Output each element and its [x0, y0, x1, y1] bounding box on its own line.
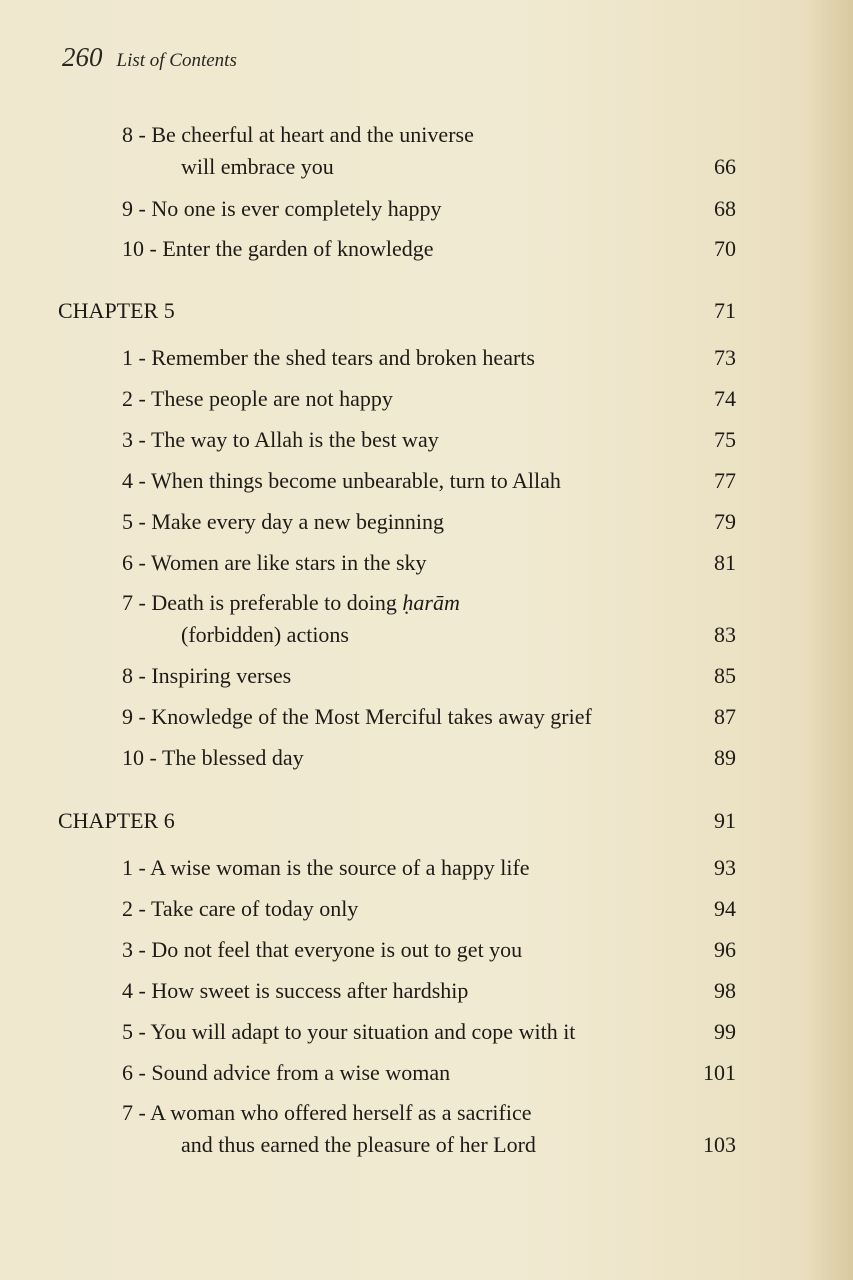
entry-title: Knowledge of the Most Merciful takes away grief [151, 704, 592, 729]
chapter-label: CHAPTER 6 [58, 808, 175, 833]
toc-entry: 1 - Remember the shed tears and broken hearts 73 [122, 342, 736, 374]
entry-number: 3 [122, 937, 133, 962]
entry-number: 10 [122, 745, 144, 770]
running-header [62, 42, 237, 73]
entry-number: 2 [122, 386, 133, 411]
page-number: 260 [62, 42, 103, 72]
entry-number: 1 [122, 855, 133, 880]
toc-entry: 6 - Sound advice from a wise woman 101 [122, 1057, 736, 1089]
toc-entry: 6 - Women are like stars in the sky 81 [122, 547, 736, 579]
entry-title: A wise woman is the source of a happy life [150, 855, 530, 880]
toc-entry: 5 - You will adapt to your situation and cope with it 99 [122, 1016, 736, 1048]
entry-number: 8 [122, 663, 133, 688]
toc-entry: 7 - Death is preferable to doing ḥarām (forbidden) actions 83 [122, 587, 736, 651]
entry-title: Enter the garden of knowledge [162, 236, 434, 261]
entry-number: 5 [122, 1019, 133, 1044]
entry-title: These people are not happy [150, 386, 393, 411]
entry-title: Be cheerful at heart and the universe [151, 122, 474, 147]
entry-title: Remember the shed tears and broken hearts [151, 345, 535, 370]
entry-page: 85 [714, 663, 736, 688]
toc-entry: 2 - These people are not happy 74 [122, 383, 736, 415]
entry-title: No one is ever completely happy [151, 196, 442, 221]
toc-entry: 10 - The blessed day 89 [122, 742, 736, 774]
entry-title: Death is preferable to doing [151, 590, 397, 615]
chapter-heading [58, 805, 736, 837]
toc-entry: 7 - A woman who offered herself as a sacrifice and thus earned the pleasure of her Lord 103 [122, 1097, 736, 1161]
entry-title: You will adapt to your situation and cope with it [150, 1019, 576, 1044]
entry-title: A woman who offered herself as a sacrifice [150, 1100, 532, 1125]
entry-title: Women are like stars in the sky [150, 550, 427, 575]
entry-page: 96 [714, 937, 736, 962]
entry-page: 101 [703, 1060, 736, 1085]
toc-entry: 8 - Inspiring verses 85 [122, 660, 736, 692]
entry-page: 70 [714, 236, 736, 261]
entry-page: 87 [714, 704, 736, 729]
entry-page: 74 [714, 386, 736, 411]
entry-number: 7 [122, 1100, 133, 1125]
toc-entry: 9 - No one is ever completely happy 68 [122, 193, 736, 225]
entry-page: 81 [714, 550, 736, 575]
entry-number: 9 [122, 704, 133, 729]
entry-italic-term: ḥarām [402, 590, 460, 615]
entry-title-continued: will embrace you [181, 154, 334, 179]
entry-number: 6 [122, 550, 133, 575]
chapter-label: CHAPTER 5 [58, 298, 175, 323]
entry-title: Inspiring verses [151, 663, 292, 688]
chapter-page: 91 [714, 808, 736, 833]
entry-title: Sound advice from a wise woman [151, 1060, 451, 1085]
entry-page: 66 [714, 154, 736, 179]
toc-entry: 10 - Enter the garden of knowledge 70 [122, 233, 736, 265]
entry-page: 73 [714, 345, 736, 370]
toc-entry: 2 - Take care of today only 94 [122, 893, 736, 925]
entry-page: 77 [714, 468, 736, 493]
entry-number: 3 [122, 427, 133, 452]
entry-number: 10 [122, 236, 144, 261]
entry-title: How sweet is success after hardship [151, 978, 469, 1003]
entry-page: 93 [714, 855, 736, 880]
entry-page: 75 [714, 427, 736, 452]
chapter-heading [58, 295, 736, 327]
entry-number: 5 [122, 509, 133, 534]
entry-title: Take care of today only [150, 896, 359, 921]
toc-entry: 1 - A wise woman is the source of a happy life 93 [122, 852, 736, 884]
entry-number: 2 [122, 896, 133, 921]
toc-entry: 4 - When things become unbearable, turn to Allah 77 [122, 465, 736, 497]
toc-entry: 8 - Be cheerful at heart and the universe will embrace you 66 [122, 119, 736, 183]
entry-number: 6 [122, 1060, 133, 1085]
entry-page: 79 [714, 509, 736, 534]
entry-page: 68 [714, 196, 736, 221]
entry-number: 4 [122, 468, 133, 493]
entry-page: 99 [714, 1019, 736, 1044]
entry-number: 9 [122, 196, 133, 221]
entry-page: 83 [714, 622, 736, 647]
entry-title: Do not feel that everyone is out to get you [151, 937, 523, 962]
entry-title: Make every day a new beginning [151, 509, 444, 534]
entry-title-continued: (forbidden) actions [181, 622, 349, 647]
toc-entry: 4 - How sweet is success after hardship 98 [122, 975, 736, 1007]
entry-number: 4 [122, 978, 133, 1003]
entry-number: 1 [122, 345, 133, 370]
entry-title-continued: and thus earned the pleasure of her Lord [181, 1132, 536, 1157]
entry-title: When things become unbearable, turn to Allah [150, 468, 561, 493]
toc-entry: 9 - Knowledge of the Most Merciful takes away grief 87 [122, 701, 736, 733]
toc-entry: 5 - Make every day a new beginning 79 [122, 506, 736, 538]
entry-number: 8 [122, 122, 133, 147]
entry-number: 7 [122, 590, 133, 615]
toc-entry: 3 - The way to Allah is the best way 75 [122, 424, 736, 456]
entry-page: 98 [714, 978, 736, 1003]
entry-page: 94 [714, 896, 736, 921]
entry-title: The way to Allah is the best way [150, 427, 439, 452]
toc-entry: 3 - Do not feel that everyone is out to get you 96 [122, 934, 736, 966]
entry-page: 89 [714, 745, 736, 770]
entry-page: 103 [703, 1132, 736, 1157]
running-title: List of Contents [116, 50, 237, 71]
chapter-page: 71 [714, 298, 736, 323]
entry-title: The blessed day [161, 745, 304, 770]
